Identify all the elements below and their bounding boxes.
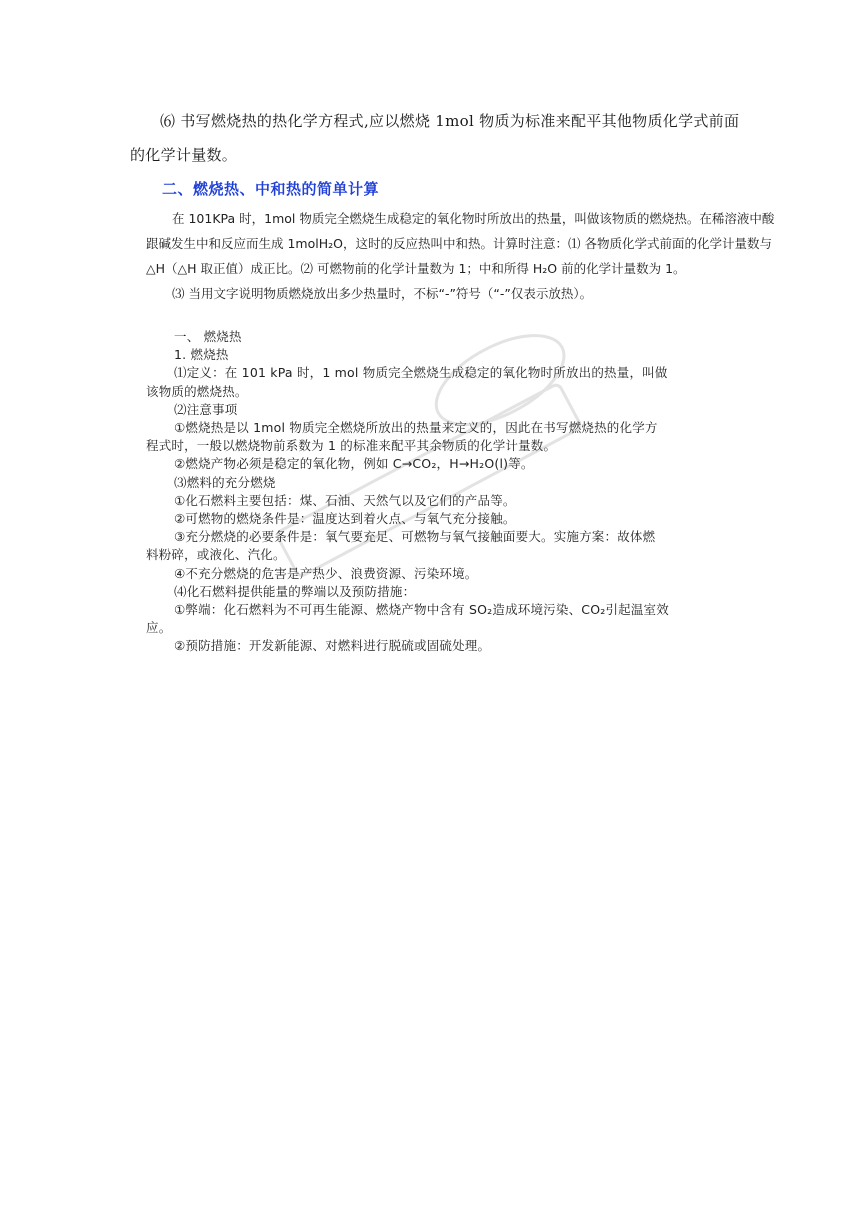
- notes-line: 一、 燃烧热: [174, 329, 242, 344]
- intro-block: [146, 206, 786, 306]
- notes-line: ①化石燃料主要包括：煤、石油、天然气以及它们的产品等。: [174, 492, 516, 508]
- notes-line: 该物质的燃烧热。: [146, 383, 248, 399]
- notes-line: ⑶燃料的充分燃烧: [174, 474, 276, 490]
- notes-line: ①弊端：化石燃料为不可再生能源、燃烧产物中含有 SO₂造成环境污染、CO₂引起温室效: [174, 602, 669, 618]
- notes-line: 料粉碎，或液化、汽化。: [146, 547, 286, 563]
- top-paragraph-line-2: 的化学计量数。: [130, 146, 238, 164]
- notes-line: ①燃烧热是以 1mol 物质完全燃烧所放出的热量来定义的，因此在书写燃烧热的化学方: [174, 420, 658, 436]
- intro-paragraph-2: ⑶ 当用文字说明物质燃烧放出多少热量时，不标“-”符号（“-”仅表示放热）。: [172, 286, 593, 301]
- notes-line: 程式时，一般以燃烧物前系数为 1 的标准来配平其余物质的化学计量数。: [146, 438, 557, 454]
- notes-line: ③充分燃烧的必要条件是：氧气要充足、可燃物与氧气接触面要大。实施方案：故体燃: [174, 529, 656, 545]
- notes-line: ②可燃物的燃烧条件是：温度达到着火点、与氧气充分接触。: [174, 511, 516, 527]
- notes-block: [146, 328, 786, 656]
- notes-line: ②预防措施：开发新能源、对燃料进行脱硫或固硫处理。: [174, 638, 491, 654]
- top-paragraph-line-1: ⑹ 书写燃烧热的热化学方程式,应以燃烧 1mol 物质为标准来配平其他物质化学式前面: [160, 112, 740, 130]
- notes-line: ⑴定义：在 101 kPa 时，1 mol 物质完全燃烧生成稳定的氧化物时所放出的热量，叫做: [174, 365, 668, 381]
- notes-line: 应。: [146, 620, 172, 636]
- notes-line: ④不充分燃烧的危害是产热少、浪费资源、污染环境。: [174, 565, 478, 581]
- intro-paragraph-1: 在 101KPa 时，1mol 物质完全燃烧生成稳定的氧化物时所放出的热量，叫做该物质的燃烧热。在稀溶液中酸跟碱发生中和反应而生成 1molH₂O，这时的反应热叫中和热。计算时注意：⑴ 各物质化学式前面的化学计量数与△H（△H 取正值）成正比。⑵ 可燃物前的化学计量数为 1；中和所得 H₂O 前的化学计量数为 1。: [146, 211, 775, 276]
- notes-line: ⑵注意事项: [174, 401, 238, 417]
- top-paragraph: [130, 104, 750, 172]
- section-heading: 二、燃烧热、中和热的简单计算: [162, 180, 380, 198]
- notes-line: ②燃烧产物必须是稳定的氧化物，例如 C→CO₂，H→H₂O(l)等。: [174, 456, 534, 472]
- notes-line: 1. 燃烧热: [174, 347, 229, 363]
- notes-line: ⑷化石燃料提供能量的弊端以及预防措施：: [174, 583, 416, 599]
